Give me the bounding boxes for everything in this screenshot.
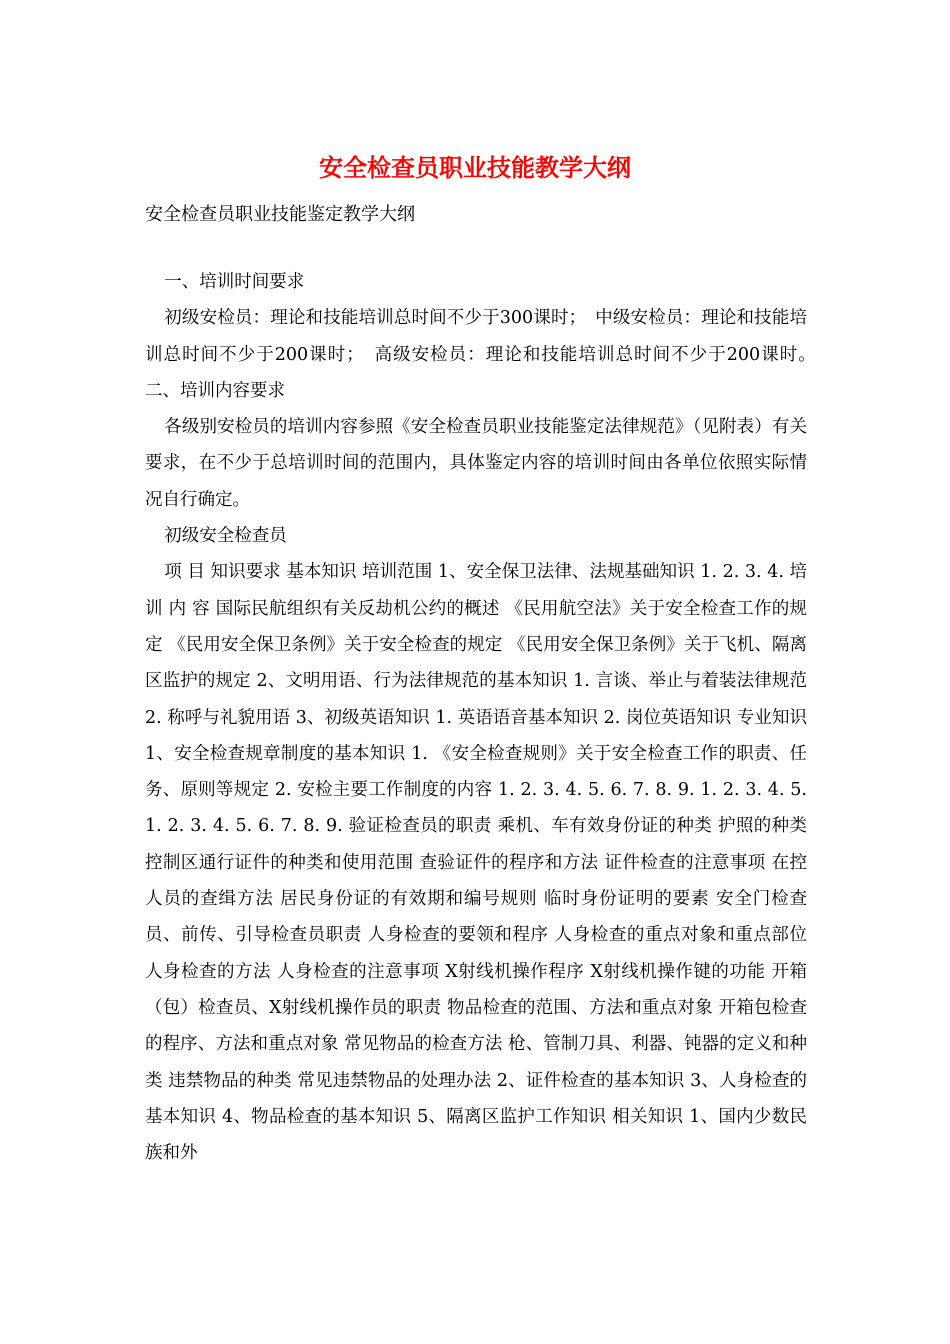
document-title: 安全检查员职业技能教学大纲 [319,153,631,182]
paragraph-training-hours: 初级安检员：理论和技能培训总时间不少于300课时； 中级安检员：理论和技能培训总时间不少于200课时； 高级安检员：理论和技能培训总时间不少于200课时。 二、培训内容要求 [145,308,825,401]
paragraph-junior-syllabus: 项 目 知识要求 基本知识 培训范围 1、安全保卫法律、法规基础知识 1. 2. 3. 4. 培 训 内 容 国际民航组织有关反劫机公约的概述 《民用航空法》关于安全检查工作的规定 《民用安全保卫条例》关于安全检查的规定 《民用安全保卫条例》关于飞机、隔离区监护的规定 2、文明用语、行为法律规范的基本知识 1. 言谈、举止与着装法律规范 2. 称呼与礼貌用语 3、初级英语知识 1. 英语语音基本知识 2. 岗位英语知识 专业知识 1、安全检查规章制度的基本知识 1. 《安全检查规则》关于安全检查工作的职责、任务、原则等规定 2. 安检主要工作制度的内容 1. 2. 3. 4. 5. 6. 7. 8. 9. 1. 2. 3. 4. 5. 1. 2. 3. 4. 5. 6. 7. 8. 9. 验证检查员的职责 乘机、车有效身份证的种类 护照的种类 控制区通行证件的种类和使用范围 查验证件的程序和方法 证件检查的注意事项 在控人员的查缉方法 居民身份证的有效期和编号规则 临时身份证明的要素 安全门检查员、前传、引导检查员职责 人身检查的要领和程序 人身检查的重点对象和重点部位 人身检查的方法 人身检查的注意事项 X射线机操作程序 X射线机操作键的功能 开箱（包）检查员、X射线机操作员的职责 物品检查的范围、方法和重点对象 开箱包检查的程序、方法和重点对象 常见物品的检查方法 枪、管制刀具、利器、钝器的定义和种类 违禁物品的种类 常见违禁物品的处理办法 2、证件检查的基本知识 3、人身检查的基本知识 4、物品检查的基本知识 5、隔离区监护工作知识 相关知识 1、国内少数民族和外 [145,562,807,1164]
paragraph-training-content: 各级别安检员的培训内容参照《安全检查员职业技能鉴定法律规范》（见附表）有关要求，在不少于总培训时间的范围内，具体鉴定内容的培训时间由各单位依照实际情况自行确定。 [145,417,807,510]
document-body [145,264,825,1171]
section-heading-junior-inspector: 初级安全检查员 [164,526,287,547]
document-subtitle: 安全检查员职业技能鉴定教学大纲 [145,204,415,225]
section-heading-training-time: 一、培训时间要求 [164,272,305,292]
